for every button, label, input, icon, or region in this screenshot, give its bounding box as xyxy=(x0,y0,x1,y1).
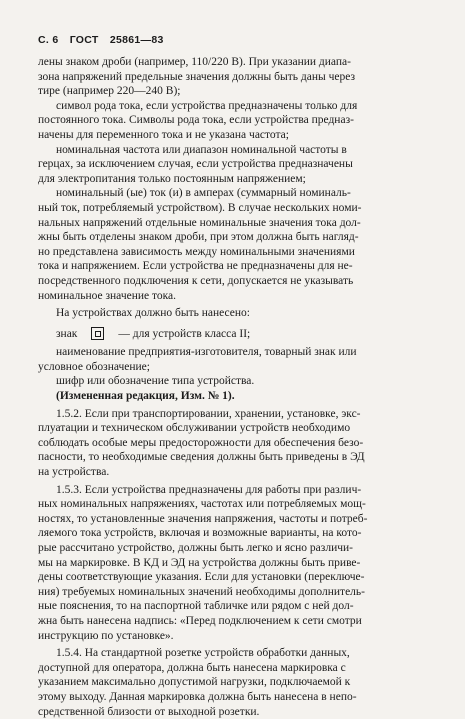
standard-label: ГОСТ xyxy=(69,34,99,46)
text-line: на устройства. xyxy=(38,466,110,479)
amendment-note: (Измененная редакция, Изм. № 1). xyxy=(56,390,235,403)
text-line: 1.5.2. Если при транспортировании, хранении, установке, экс- xyxy=(56,407,361,420)
text-line: ный ток, потребляемый устройством). В случае нескольких номи- xyxy=(38,201,362,214)
text-line: мы на маркировке. В КД и ЭД на устройства должны быть приве- xyxy=(38,556,361,569)
page-number: С. 6 xyxy=(38,34,59,46)
text-line: номинальное значение тока. xyxy=(38,289,177,302)
text-line: лены знаком дроби (например, 110/220 В). При указании диапа- xyxy=(38,56,351,68)
text-line: условное обозначение; xyxy=(38,360,150,373)
class-ii-symbol-icon xyxy=(91,327,104,340)
page-header xyxy=(38,34,172,46)
text-line: но представлена зависимость между номинальными значениями xyxy=(38,245,355,258)
text-line: зона напряжений предельные значения должны быть даны через xyxy=(38,70,356,83)
text-line: ляемого тока устройств, включая и возможные варианты, на кото- xyxy=(38,527,362,540)
text-line: символ рода тока, если устройства предназначены только для xyxy=(56,99,358,112)
text-line: соблюдать особые меры предосторожности для обеспечения безо- xyxy=(38,436,364,449)
text-line: 1.5.4. На стандартной розетке устройств обработки данных, xyxy=(56,647,350,660)
text-line: плуатации и техническом обслуживании устройств необходимо xyxy=(38,422,351,435)
text-line: 1.5.3. Если устройства предназначены для работы при различ- xyxy=(56,483,362,496)
text-line: начены для переменного тока и не указана частота; xyxy=(38,128,289,141)
class-ii-mark-row xyxy=(56,327,430,342)
text-line: средственной близости от выходной розетки. xyxy=(38,705,260,718)
text-line: рые рассчитано устройство, должны быть легко и ясно различи- xyxy=(38,542,353,554)
text-line: наименование предприятия-изготовителя, товарный знак или xyxy=(56,346,357,359)
text-line: указанием максимально допустимой нагрузки, подключаемой к xyxy=(38,676,351,689)
mark-suffix: — для устройств класса II; xyxy=(118,327,251,340)
text-line: инструкцию по установке». xyxy=(38,629,174,642)
text-line: На устройствах должно быть нанесено: xyxy=(56,307,250,320)
text-line: посредственного подключения к сети, допускается не указывать xyxy=(38,274,354,287)
text-line: для электропитания только постоянным напряжением; xyxy=(38,172,306,185)
text-line: дены соответствующие указания. Если для установки (переключе- xyxy=(38,571,365,584)
text-line: этому выходу. Данная маркировка должна быть нанесена в непо- xyxy=(38,690,357,703)
document-body xyxy=(38,55,430,719)
text-line: постоянного тока. Символы рода тока, если устройства предназ- xyxy=(38,114,354,127)
text-line: тире (например 220—240 В); xyxy=(38,85,181,98)
text-line: жна быть нанесена надпись: «Перед подключением к сети смотри xyxy=(38,614,362,627)
text-line: ных номинальных напряжениях, частотах или потребляемых мощ- xyxy=(38,498,366,511)
text-line: номинальный (ые) ток (и) в амперах (суммарный номиналь- xyxy=(56,187,351,200)
mark-prefix: знак xyxy=(56,327,78,340)
text-line: жны быть отделены знаком дроби, при этом должна быть нагляд- xyxy=(38,231,359,244)
text-line: нальных напряжений отдельные номинальные значения тока дол- xyxy=(38,216,361,229)
text-line: пасности, то необходимые сведения должны быть приведены в ЭД xyxy=(38,451,365,464)
text-line: ния) требуемых номинальных значений необходимы дополнитель- xyxy=(38,585,365,598)
text-line: тока и напряжением. Если устройства не предназначены для не- xyxy=(38,260,353,273)
text-line: доступной для оператора, должна быть нанесена маркировка с xyxy=(38,661,346,674)
text-line: номинальная частота или диапазон номинальной частоты в xyxy=(56,143,347,156)
text-line: ные пояснения, то на паспортной табличке или рядом с ней дол- xyxy=(38,600,354,613)
standard-number: 25861—83 xyxy=(109,34,164,46)
text-line: ностях, то установленные значения напряжения, частоты и потреб- xyxy=(38,512,368,525)
text-line: шифр или обозначение типа устройства. xyxy=(56,375,255,388)
text-line: герцах, за исключением случая, если устройства предназначены xyxy=(38,158,353,171)
